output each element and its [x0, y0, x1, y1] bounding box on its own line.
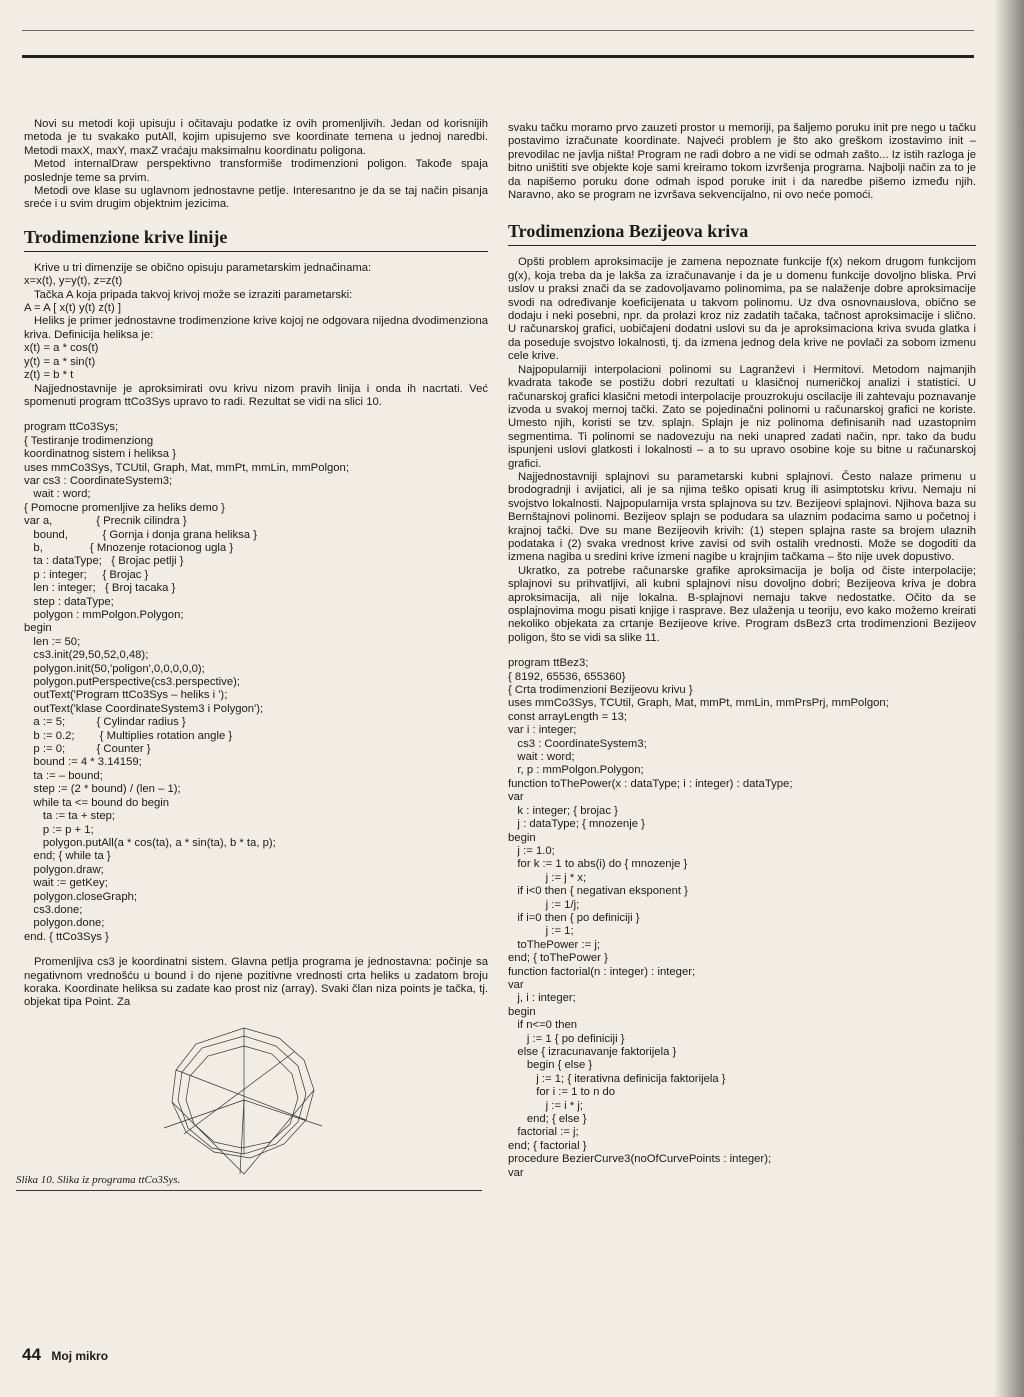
section-heading-curves: Trodimenzione krive linije: [24, 226, 488, 252]
bezier-paragraph-3: Najjednostavniji splajnovi su parametarski kubni splajnovi. Često nalaze primenu u brodogradnji i avijatici, ali je sa njima teško opisati krug ili asimptotsku krivu. Nemaju ni svojstvo lokalnosti. Najpopularnija vrsta splajnova su tzv. Bezijeovi splajnovi. Njihova baza su Bernštajnovi polinomi. Bezijeov splajn se podudara sa ulaznim podacima samo u početnoj i krajnoj tački. Dve su mane Bezijeovih krivih: (1) stepen splajna raste sa brojem ulaznih podataka i (2) svaka vrednost krive zavisi od svih ostalih vrednosti. Može se dogoditi da izmena nagiba u sredini krive izmeni nagibe u krajnjim tačkama – što nije uvek dopustivo.: [508, 470, 976, 564]
intro-paragraph-2: Metod internalDraw perspektivno transformiše trodimenzioni poligon. Takođe spaja poslednje teme sa prvim.: [24, 158, 488, 184]
figure-10: [16, 1024, 488, 1189]
intro-paragraph-3: Metodi ove klase su uglavnom jednostavne petlje. Interesantno je da se taj način pisanja sreće i u svim drugim objektnim jezicima.: [24, 185, 488, 211]
after-code-paragraph: Promenljiva cs3 je koordinatni sistem. Glavna petlja programa je jednostavna: počinje sa negativnom vrednošću u bound i do njene pozitivne vrednosti crta heliks u zadatom broju koraka. Koordinate heliksa su zadate kao prost niz (array). Svaki član niza points je tačka, tj. objekat tipa Point. Za: [24, 956, 488, 1009]
right-intro-paragraph: svaku tačku moramo prvo zauzeti prostor u memoriji, pa šaljemo poruku init pre nego u tačku postavimo izračunate koordinate. Najveći problem je što ako greškom izostavimo init – prevodilac ne javlja ništa! Program ne radi dobro a ne vidi se odmah zašto... Iz istih razloga je bitno uništiti sve objekte koje sami kreiramo tokom izvršenja programa. Najbolji način za to je da napišemo poruku done odmah ispod poruke init i da naredbe pišemo između njih. Naravno, ako se program ne izvršava sekvencijalno, ni ovo neće pomoći.: [508, 122, 976, 202]
code-listing-ttbez3: program ttBez3; { 8192, 65536, 655360} { Crta trodimenzioni Bezijeovu krivu } uses mmCo3Sys, TCUtil, Graph, Mat, mmPt, mmLin, mmPrsPrj, mmPolgon; const arrayLength = 13; var i : integer; cs3 : CoordinateSystem3; wait : word; r, p : mmPolgon.Polygon; function toThePower(x : dataType; i : integer) : dataType; var k : integer; { brojac } j : dataType; { mnozenje } begin j := 1.0; for k := 1 to abs(i) do { mnozenje } j := j * x; if i<0 then { negativan eksponent } j := 1/j; if i=0 then { po definiciji } j := 1; toThePower := j; end; { toThePower } function factorial(n : integer) : integer; var j, i : integer; begin if n<=0 then j := 1 { po definiciji } else { izracunavanje faktorijela } begin { else } j := 1; { iterativna definicija faktorijela } for i := 1 to n do j := i * j; end; { else } factorial := j; end; { factorial } procedure BezierCurve3(noOfCurvePoints : integer); var: [508, 657, 889, 1179]
curves-paragraph-1: Krive u tri dimenzije se obično opisuju parametarskim jednačinama:: [34, 261, 372, 274]
left-column: [16, 118, 489, 1189]
curves-paragraph-2: Tačka A koja pripada takvoj krivoj može se izraziti parametarski:: [34, 288, 353, 301]
page-edge-shadow: [994, 0, 1024, 1397]
helix-equation-x: x(t) = a * cos(t): [24, 342, 99, 355]
curves-equation-2: A = A [ x(t) y(t) z(t) ]: [24, 302, 121, 315]
helix-figure: [144, 1024, 344, 1189]
curves-equation-1: x=x(t), y=y(t), z=z(t): [24, 275, 123, 288]
page-number: 44: [22, 1345, 41, 1364]
intro-paragraph-1: Novi su metodi koji upisuju i očitavaju podatke iz ovih promenljivih. Jedan od korisnijih metoda je tu svakako putAll, kojim upisujemo sve koordinate temena u jednoj naredbi. Metodi maxX, maxY, maxZ vraćaju maksimalnu koordinatu poligona.: [24, 118, 488, 157]
bezier-paragraph-1: Opšti problem aproksimacije je zamena nepoznate funkcije f(x) nekom drugom funkcijom g(x), koja treba da je lakša za izračunavanje i da je u domenu funkcije dovoljno bliska. Prvi uslov u praksi znači da se zadovoljavamo polinomima, pa se nalaženje dobre aproksimacije svodi na određivanje koeficijenata u takvom polinomu. Uz dva osnovnauslova, obično se dodaju i neki posebni, npr. da prolazi kroz niz zadatih tačaka, tačnost aproksimacije i slično. U računarskoj grafici, uobičajeni dodatni uslovi su da je aproksimaciona kriva svuda glatka i da poseduje svojstvo lokalnosti, tj. da izmena jednog dela krive ne povlači za sobom izmenu cele krive.: [508, 256, 976, 363]
section-heading-bezier: Trodimenziona Bezijeova kriva: [508, 220, 976, 246]
page-footer: [22, 1345, 108, 1365]
helix-equation-y: y(t) = a * sin(t): [24, 355, 96, 368]
right-column: [508, 122, 976, 1180]
helix-equation-z: z(t) = b * t: [24, 369, 74, 382]
top-header-rule: [22, 55, 974, 58]
curves-paragraph-4: Najjednostavnije je aproksimirati ovu krivu nizom pravih linija i onda ih nacrtati. Već spomenuti program ttCo3Sys upravo to radi. Rezultat se vidi na slici 10.: [24, 382, 488, 408]
bezier-paragraph-2: Najpopularniji interpolacioni polinomi su Lagranževi i Hermitovi. Metodom najmanjih kvadrata takođe se postižu dobri rezultati u klasičnoj numeričkoj analizi i statistici. U računarskoj grafici klasični metodi interpolacije prouzrokuju oscilacije ili zahtevaju poznavanje izvoda u svakoj mernoj tački. Zato se pojedinačni polinomi u računarskoj grafici ne koriste. Umesto njih, koristi se tzv. splajn. Splajn je niz polinoma definisanih nad uzastopnim segmentima. Ti polinomi se nadovezuju na neki unapred zadati način, npr. tako da budu ispunjeni uslovi glatkosti i lokalnosti – a to su upravo osobine koje su bitne u računarskoj grafici.: [508, 363, 976, 470]
curves-paragraph-3: Heliks je primer jednostavne trodimenzione krive kojoj ne odgovara nijedna dvodimenziona kriva. Definicija heliksa je:: [24, 315, 489, 341]
figure-caption: Slika 10. Slika iz programa ttCo3Sys.: [16, 1173, 181, 1186]
code-listing-ttco3sys: program ttCo3Sys; { Testiranje trodimenziong koordinatnog sistem i heliksa } uses mmCo3Sys, TCUtil, Graph, Mat, mmPt, mmLin, mmPolgon; var cs3 : CoordinateSystem3; wait : word; { Pomocne promenljive za heliks demo } var a, { Precnik cilindra } bound, { Gornja i donja grana heliksa } b, { Mnozenje rotacionog ugla } ta : dataType; { Brojac petlji } p : integer; { Brojac } len : integer; { Broj tacaka } step : dataType; polygon : mmPolgon.Polygon; begin len := 50; cs3.init(29,50,52,0,48); polygon.init(50,'poligon',0,0,0,0,0); polygon.putPerspective(cs3.perspective); outText('Program ttCo3Sys – heliks i '); outText('klase CoordinateSystem3 i Polygon'); a := 5; { Cylindar radius } b := 0.2; { Multiplies rotation angle } p := 0; { Counter } bound := 4 * 3.14159; ta := – bound; step := (2 * bound) / (len – 1); while ta <= bound do begin ta := ta + step; p := p + 1; polygon.putAll(a * cos(ta), a * sin(ta), b * ta, p); end; { while ta } polygon.draw; wait := getKey; polygon.closeGraph; cs3.done; polygon.done; end. { ttCo3Sys }: [24, 421, 349, 943]
bezier-paragraph-4: Ukratko, za potrebe računarske grafike aproksimacija je bolja od čiste interpolacije; splajnovi su prihvatljivi, ali kubni splajnovi nisu dovoljno dobri; Bezijeova kriva je dobra aproksimacija, ali nije lokalna. B-splajnovi nemaju takve nedostatke. Očito da se osplajnovima mogu pisati knjige i rasprave. Bez ulaženja u teoriju, evo kako možemo kreirati nekoliko objekata za crtanje Bezijeove krive. Program dsBez3 crta trodimenzioni Bezijeov poligon, što se vidi sa slike 11.: [508, 564, 976, 644]
top-thin-rule: [22, 30, 974, 31]
caption-rule: [16, 1190, 482, 1191]
magazine-name: Moj mikro: [51, 1349, 109, 1363]
